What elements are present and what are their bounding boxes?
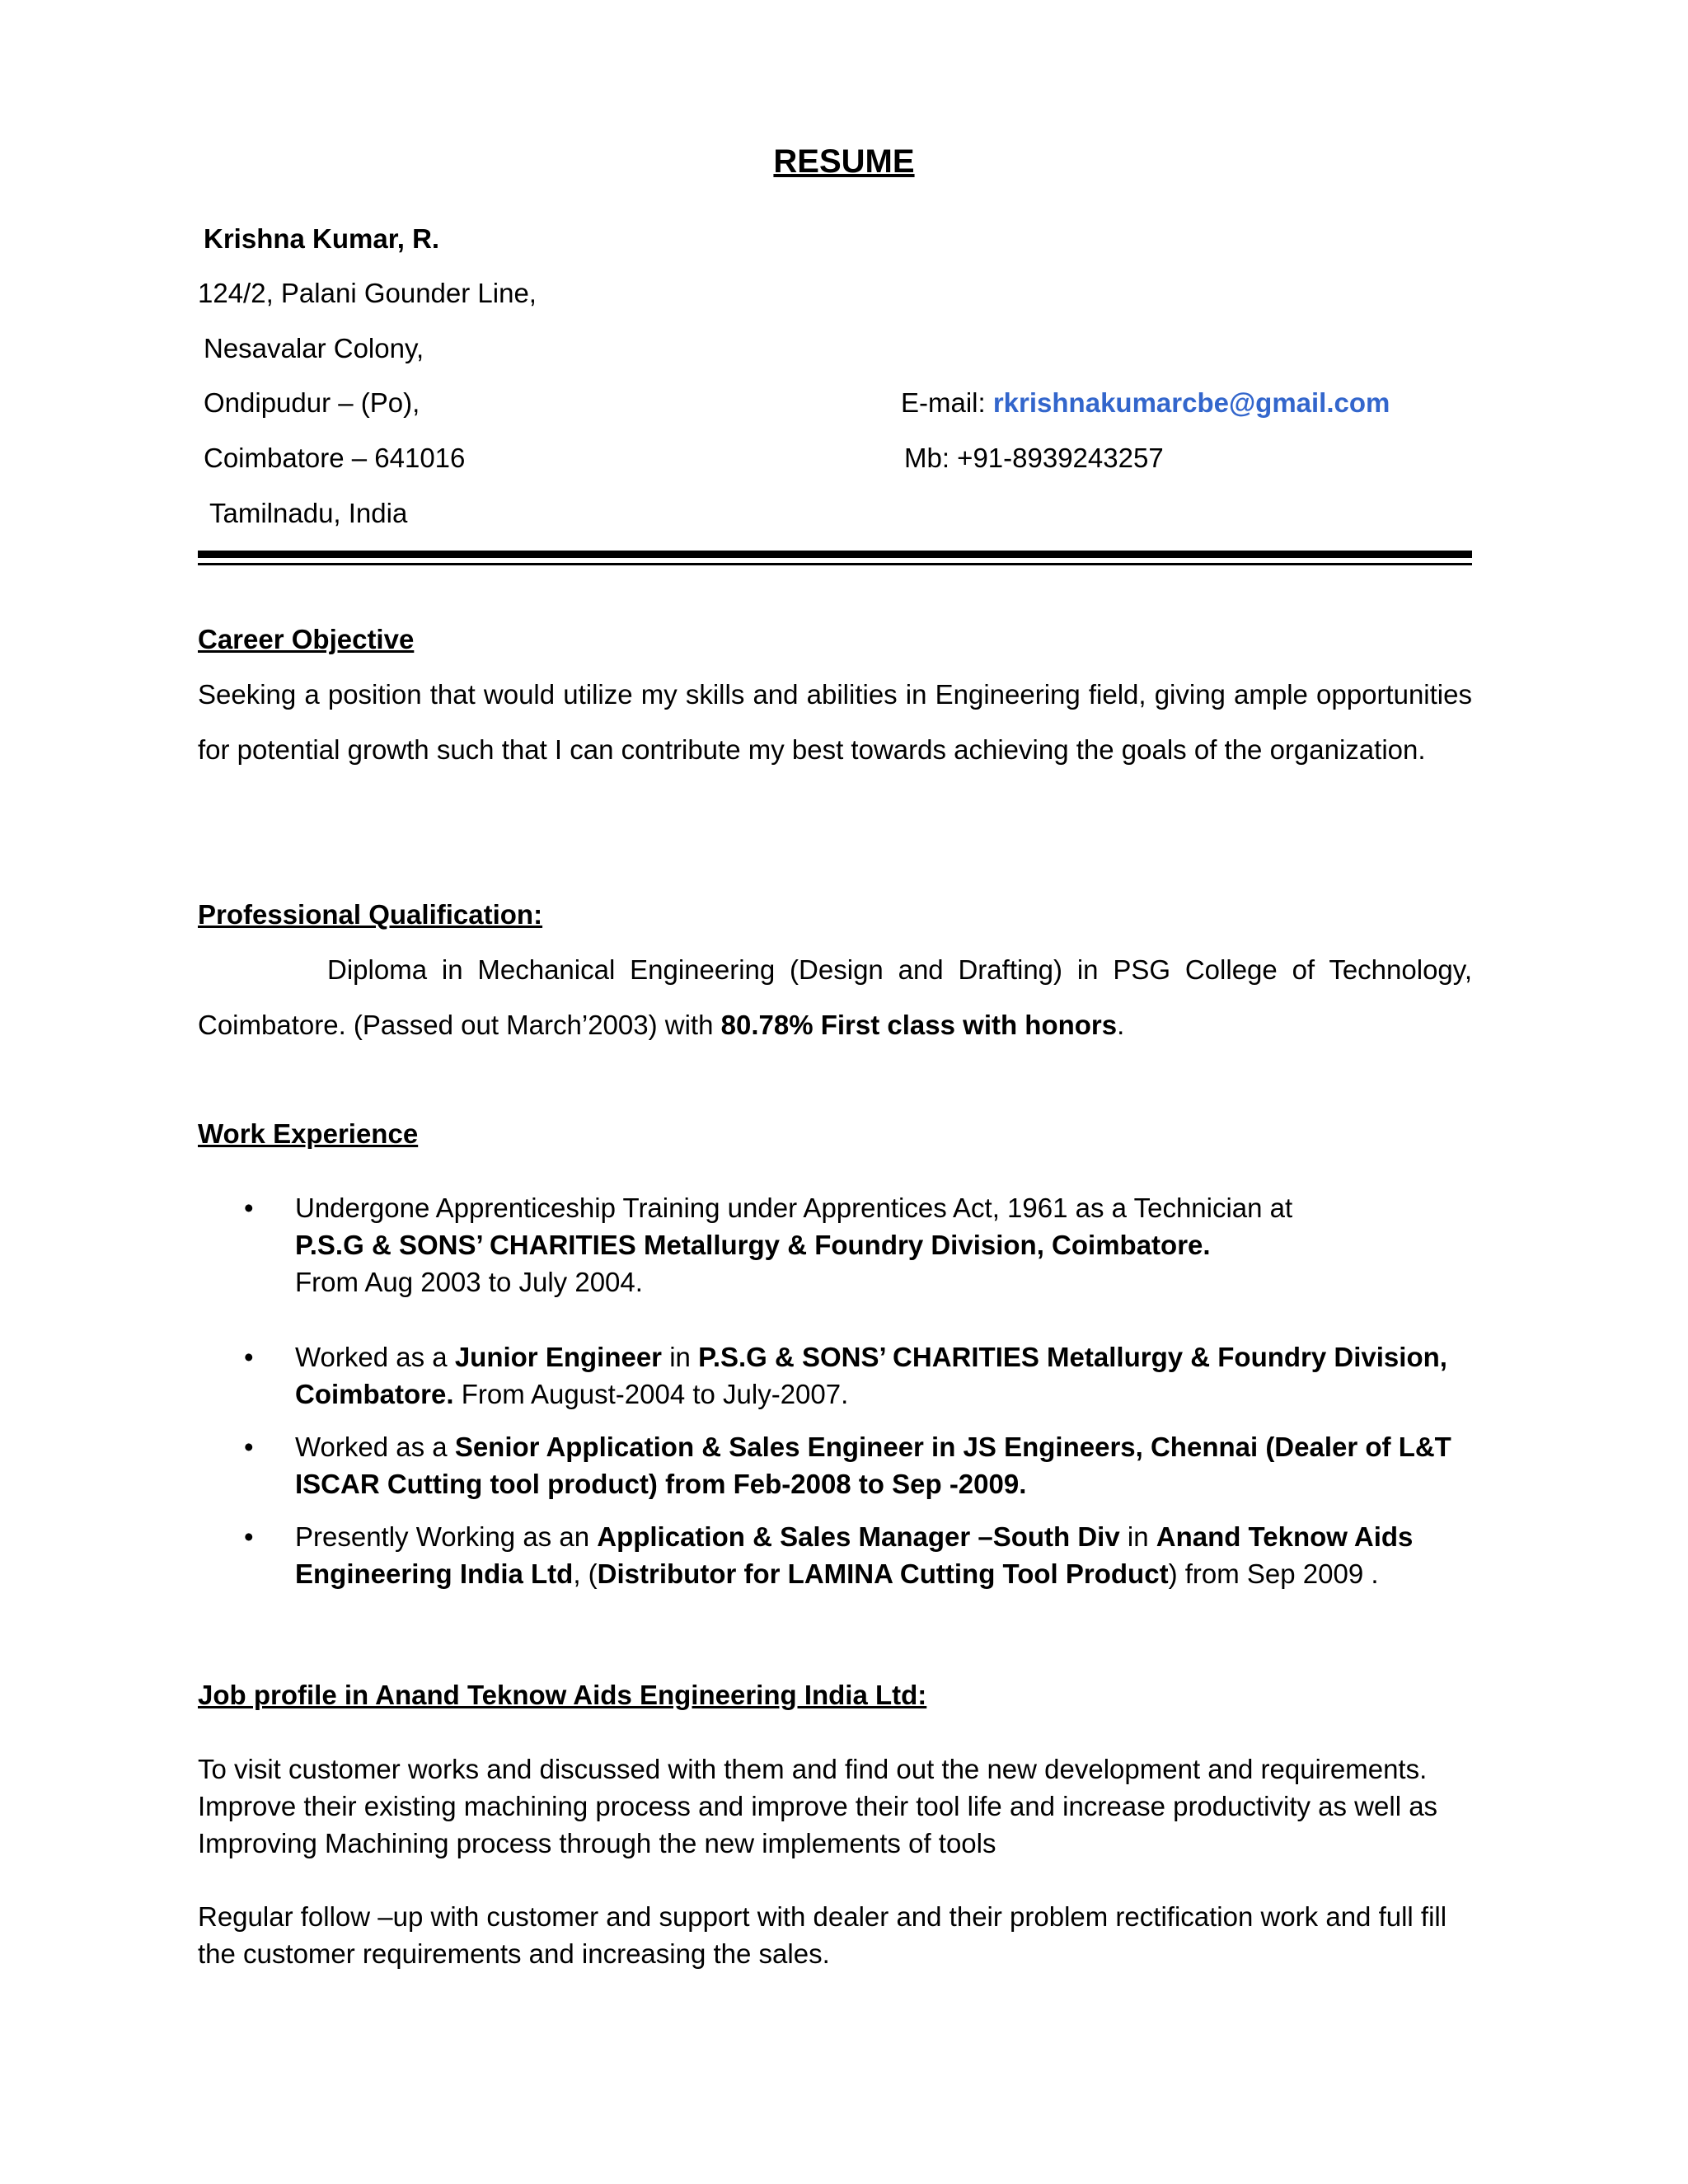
work-item-4-distributor: Distributor for LAMINA Cutting Tool Product <box>597 1558 1169 1589</box>
work-item-2-period: From August-2004 to July-2007. <box>453 1379 849 1409</box>
work-item-2-text-a: Worked as a <box>295 1342 455 1372</box>
qualification-grade: 80.78% First class with honors <box>720 1010 1118 1040</box>
qualification-text-part2: . <box>1117 1010 1125 1040</box>
email-link[interactable]: rkrishnakumarcbe@gmail.com <box>992 387 1390 418</box>
work-experience-heading: Work Experience <box>198 1118 419 1149</box>
mobile-number: Mb: +91-8939243257 <box>904 443 1164 473</box>
work-item-4-period: ) from Sep 2009 . <box>1168 1558 1379 1589</box>
qualification-text <box>198 942 1472 1052</box>
work-item-3-text <box>295 1428 1482 1502</box>
address-line-2: Nesavalar Colony, <box>204 333 424 363</box>
bullet-icon: • <box>244 1521 254 1552</box>
email-line <box>901 387 1390 419</box>
qualification-text-part1: Diploma in Mechanical Engineering (Design and Drafting) in PSG College of Technology, Coimbatore. (Passed out March’2003) with <box>198 954 1472 1040</box>
job-profile-paragraph-1: To visit customer works and discussed with them and find out the new development and requirements. Improve their existing machining process and improve their tool life and increase productivity as well as Improving Machining process through the new implements of tools <box>198 1754 1438 1858</box>
work-item-4-company: Anand Teknow Aids Engineering India Ltd <box>295 1521 1414 1589</box>
page-title: RESUME <box>773 143 915 180</box>
work-item-3-text-a: Worked as a <box>295 1432 455 1462</box>
work-item-1-line-3: From Aug 2003 to July 2004. <box>295 1267 643 1297</box>
bullet-icon: • <box>244 1342 254 1372</box>
address-line-5: Tamilnadu, India <box>209 498 408 528</box>
work-item-3-role: Senior Application & Sales Engineer in JS Engineers, Chennai (Dealer of L&T ISCAR Cutting tool product) from Feb-2008 to Sep -2009. <box>295 1432 1451 1499</box>
address-line-1: 124/2, Palani Gounder Line, <box>198 278 537 308</box>
bullet-icon: • <box>244 1193 254 1223</box>
header-divider-thin <box>198 563 1472 565</box>
address-line-3: Ondipudur – (Po), <box>204 387 420 418</box>
email-label: E-mail: <box>901 387 993 418</box>
career-objective-heading: Career Objective <box>198 624 415 654</box>
work-item-4-text-a: Presently Working as an <box>295 1521 598 1552</box>
work-item-2-company: P.S.G & SONS’ CHARITIES Metallurgy & Foundry Division, Coimbatore. <box>295 1342 1447 1409</box>
work-item-4-text <box>295 1518 1482 1592</box>
candidate-name: Krishna Kumar, R. <box>204 223 440 254</box>
work-item-4-text-c: , ( <box>573 1558 598 1589</box>
work-item-1-line-1: Undergone Apprenticeship Training under Apprentices Act, 1961 as a Technician at <box>295 1193 1293 1223</box>
job-profile-heading: Job profile in Anand Teknow Aids Engineering India Ltd: <box>198 1680 927 1710</box>
work-item-1-line-2: P.S.G & SONS’ CHARITIES Metallurgy & Foundry Division, Coimbatore. <box>295 1230 1211 1260</box>
address-line-4: Coimbatore – 641016 <box>204 443 466 473</box>
work-item-4-text-b: in <box>1119 1521 1156 1552</box>
work-item-2-role: Junior Engineer <box>454 1342 663 1372</box>
career-objective-text: Seeking a position that would utilize my skills and abilities in Engineering field, giving ample opportunities for potential growth such that I can contribute my best towards achieving the goals of the organization. <box>198 679 1472 765</box>
qualification-heading: Professional Qualification: <box>198 899 543 930</box>
work-item-1-text <box>295 1189 1482 1301</box>
header-divider-thick <box>198 551 1472 558</box>
work-item-2-text-b: in <box>662 1342 699 1372</box>
work-item-2-text <box>295 1338 1482 1413</box>
job-profile-paragraph-2: Regular follow –up with customer and support with dealer and their problem rectification work and full fill the customer requirements and increasing the sales. <box>198 1901 1447 1969</box>
bullet-icon: • <box>244 1432 254 1462</box>
work-item-4-role: Application & Sales Manager –South Div <box>597 1521 1120 1552</box>
